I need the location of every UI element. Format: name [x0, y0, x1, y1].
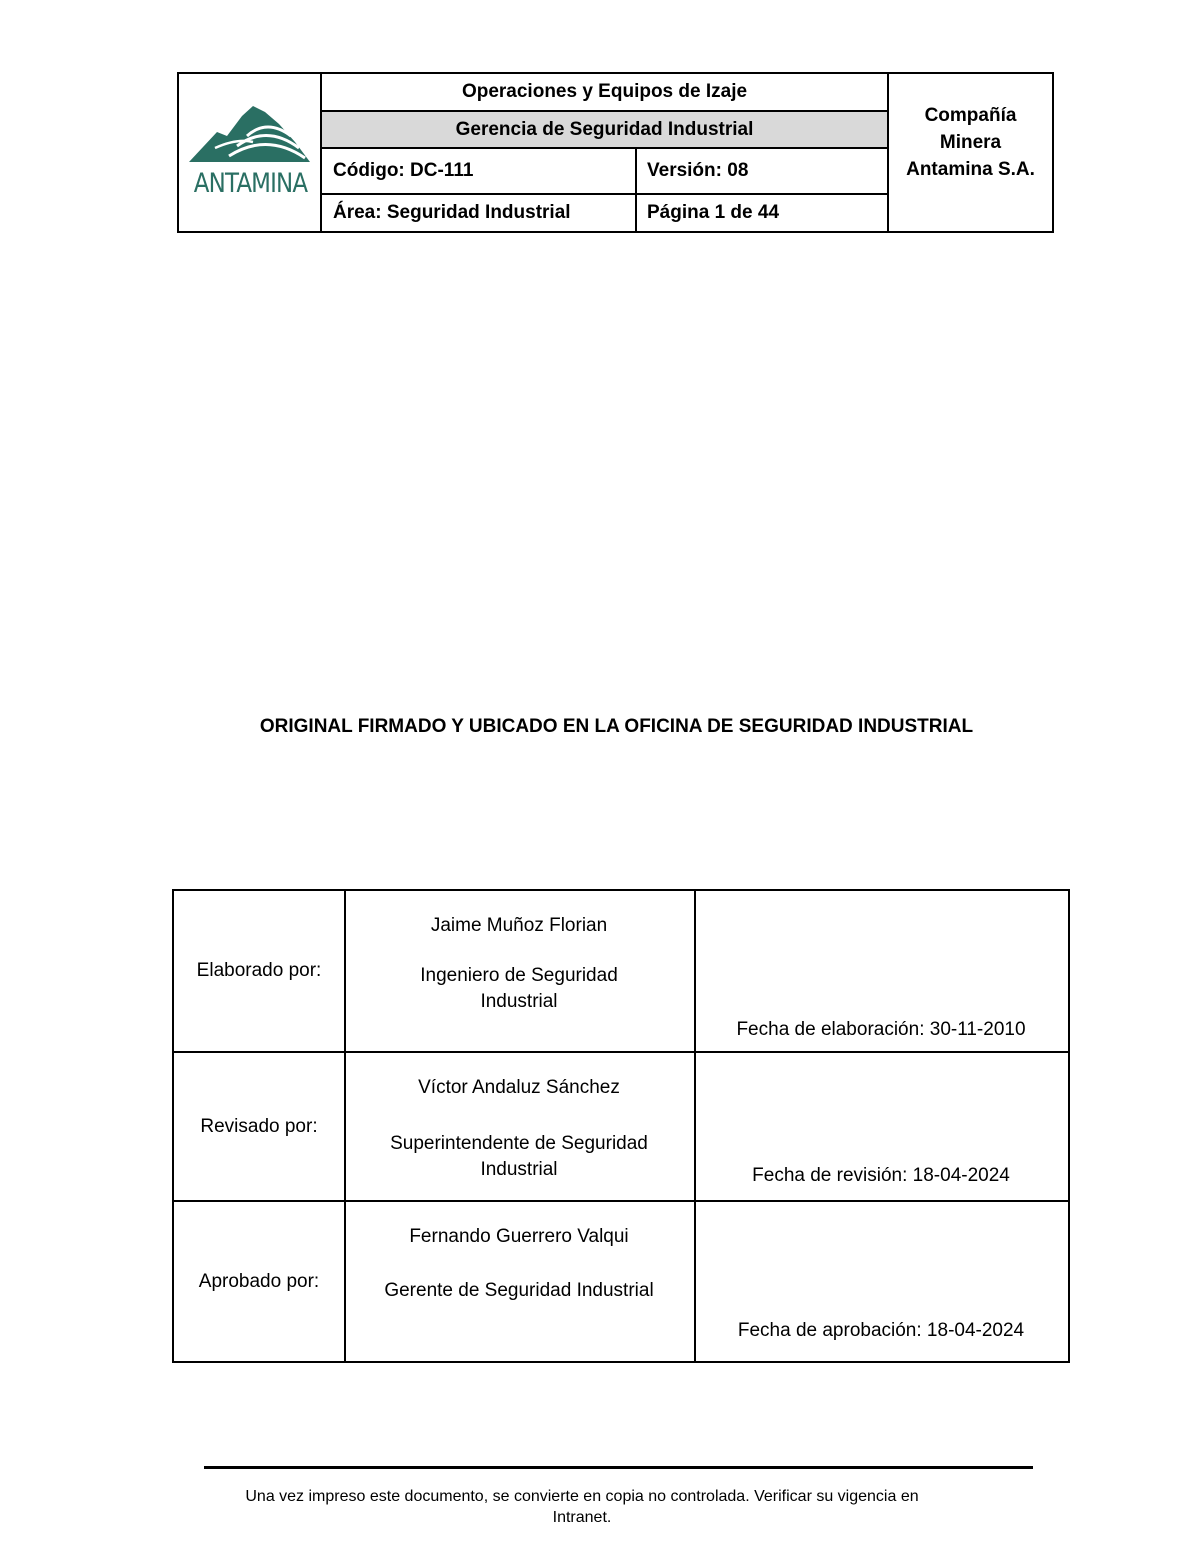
table-row	[174, 1053, 1068, 1202]
role-label: Revisado por:	[174, 1053, 346, 1200]
table-row	[174, 1202, 1068, 1361]
company-name-line: Antamina S.A.	[906, 159, 1035, 180]
logo-wordmark: ANTAMINA	[193, 168, 308, 199]
document-area: Área: Seguridad Industrial	[322, 195, 637, 231]
date-text: Fecha de aprobación: 18-04-2024	[737, 1320, 1025, 1341]
document-version: Versión: 08	[637, 149, 887, 195]
person-position: Ingeniero de Seguridad Industrial	[420, 965, 618, 1012]
date-text: Fecha de revisión: 18-04-2024	[752, 1165, 1010, 1186]
date-cell	[694, 1202, 1068, 1361]
person-position: Gerente de Seguridad Industrial	[384, 1280, 654, 1301]
table-row	[174, 891, 1068, 1053]
person-name: Víctor Andaluz Sánchez	[418, 1077, 620, 1098]
approval-table	[172, 889, 1070, 1363]
company-name-line: Minera	[939, 132, 1002, 153]
document-code: Código: DC-111	[322, 149, 637, 195]
date-text: Fecha de elaboración: 30-11-2010	[736, 1019, 1026, 1040]
person-cell	[344, 1053, 696, 1200]
person-cell	[344, 891, 696, 1051]
company-logo	[179, 74, 322, 231]
person-name: Fernando Guerrero Valqui	[409, 1226, 629, 1247]
person-name: Jaime Muñoz Florian	[430, 915, 608, 936]
person-cell	[344, 1202, 696, 1361]
person-position: Superintendente de Seguridad Industrial	[390, 1133, 648, 1180]
department: Gerencia de Seguridad Industrial	[322, 112, 887, 149]
antamina-mountain-logo-icon	[187, 102, 312, 172]
date-cell	[694, 891, 1068, 1051]
footer-divider	[204, 1466, 1033, 1469]
company-name	[887, 74, 1052, 231]
document-title: Operaciones y Equipos de Izaje	[322, 74, 887, 112]
header-info	[322, 74, 887, 231]
original-signed-notice: ORIGINAL FIRMADO Y UBICADO EN LA OFICINA DE SEGURIDAD INDUSTRIAL	[259, 716, 974, 737]
role-label: Aprobado por:	[174, 1202, 346, 1361]
document-header	[177, 72, 1054, 233]
date-cell	[694, 1053, 1068, 1200]
role-label: Elaborado por:	[174, 891, 346, 1051]
page-number: Página 1 de 44	[647, 202, 780, 223]
footer-disclaimer: Una vez impreso este documento, se convierte en copia no controlada. Verificar su vigencia en Intranet.	[245, 1488, 919, 1526]
company-name-line: Compañía	[924, 105, 1017, 126]
